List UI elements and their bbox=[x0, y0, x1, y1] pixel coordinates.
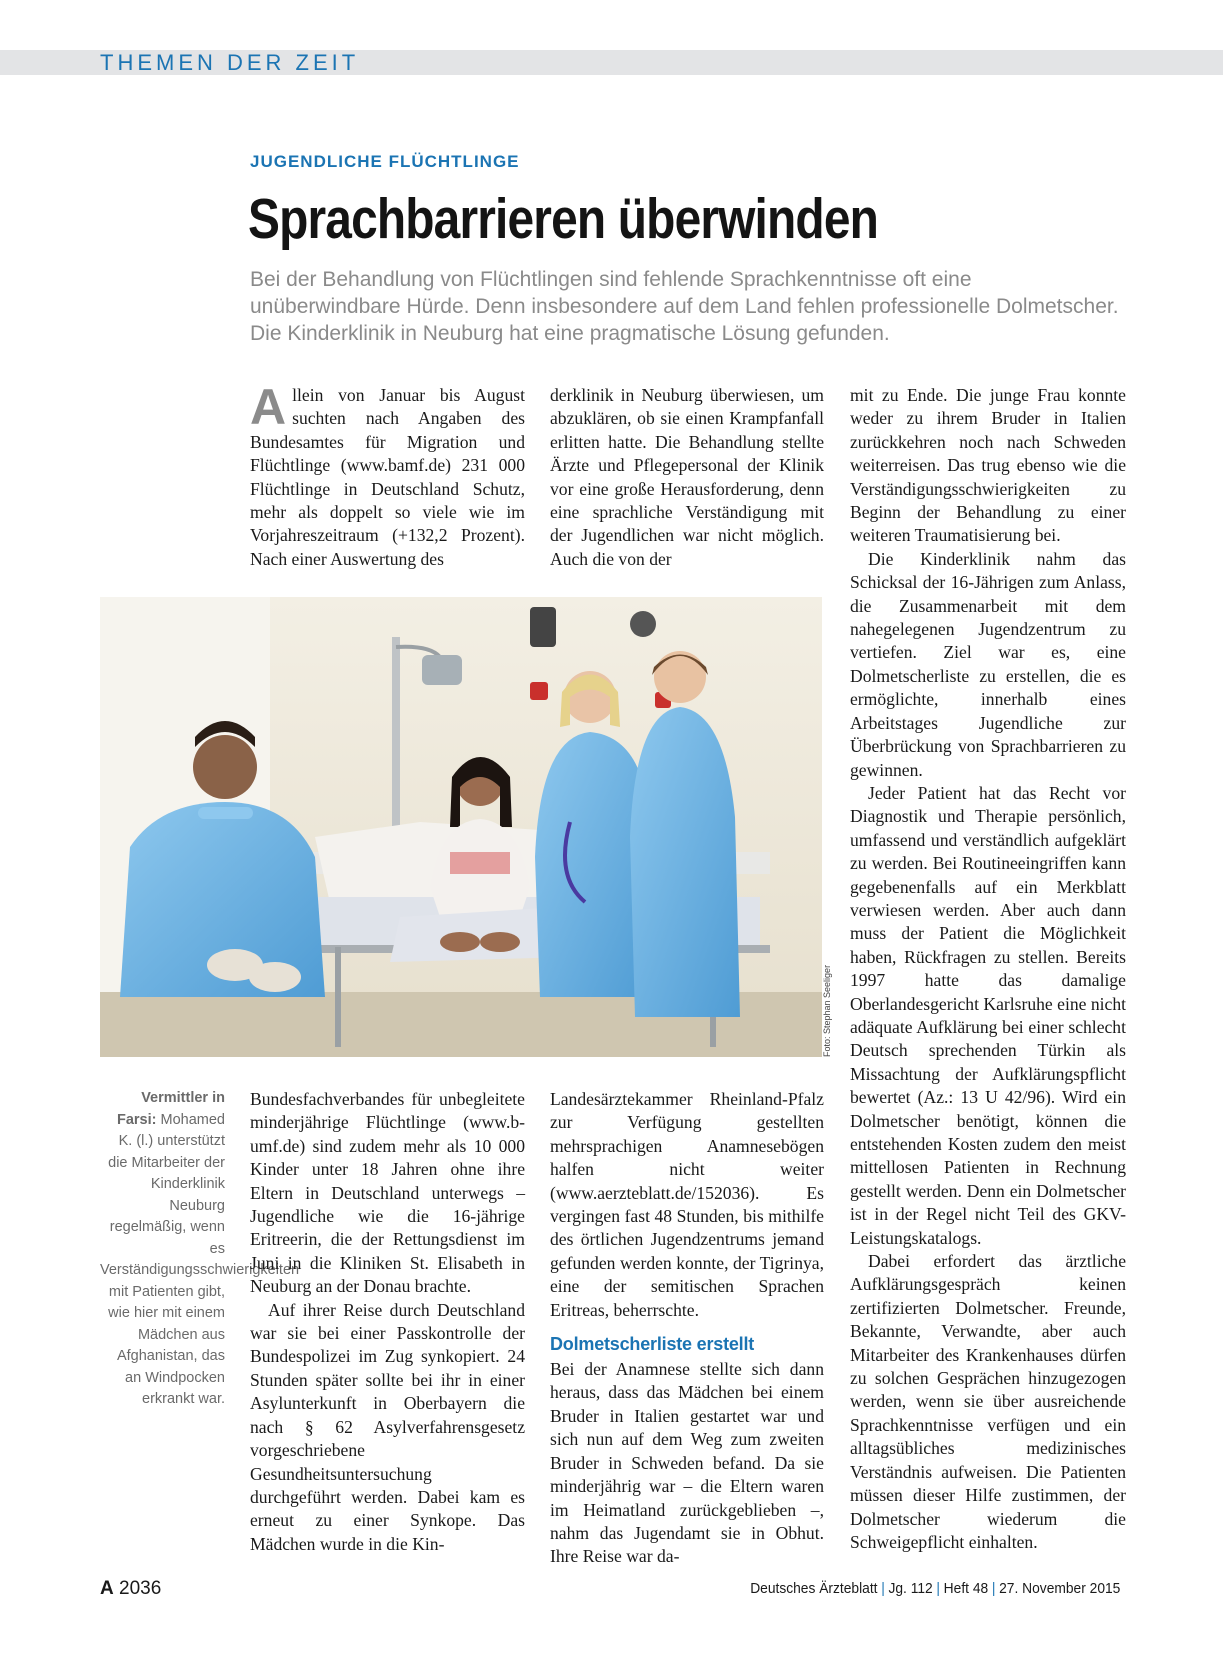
caption-bold: Vermittler in Farsi: bbox=[116, 1090, 225, 1128]
paragraph: mit zu Ende. Die junge Frau konnte weder zu ihrem Bruder in Italien zurückkehren noch nach Schweden weiterreisen. Das trug ebenso wie die Verständigungsschwierigkeiten zu Beginn der Behandlung zu einer weiteren Traumatisierung bei. bbox=[850, 385, 1126, 546]
subheading: Dolmetscherliste erstellt bbox=[550, 1334, 755, 1355]
journal-volume: Jg. 112 bbox=[888, 1580, 933, 1597]
drop-cap: A bbox=[250, 379, 287, 435]
article-title: Sprachbarrieren überwinden bbox=[248, 187, 879, 251]
paragraph: Bei der Anamnese stellte sich dann heraus, dass das Mädchen bei einem Bruder in Italien gestartet war und sich nun auf dem Weg zum zweiten Bruder in Schweden befand. Da sie minderjährig war – die Eltern waren im Heimatland zurückgeblieben –, nahm das Jugendamt sie in Obhut. Ihre Reise war da- bbox=[550, 1359, 824, 1567]
hospital-room-illustration bbox=[100, 597, 822, 1057]
column-2-bottom bbox=[550, 1088, 824, 1569]
page-number-value: 2036 bbox=[119, 1578, 162, 1599]
separator: | bbox=[991, 1580, 996, 1597]
paragraph: Bundesfachverbandes für unbegleitete minderjährige Flüchtlinge (www.b-umf.de) sind zudem mehr als 10 000 Kinder unter 18 Jahren ohne ihre Eltern in Deutschland unterwegs – Jugendliche wie die 16-jährige Eritreerin, die der Rettungsdienst im Juni in die Kliniken St. Elisabeth in Neuburg an der Donau brachte. bbox=[250, 1089, 525, 1297]
article-lead: Bei der Behandlung von Flüchtlingen sind fehlende Sprachkenntnisse oft eine unüberwindbare Hürde. Denn insbesondere auf dem Land fehlen professionelle Dolmetscher. Die Kinderklinik in Neuburg hat eine pragmatische Lösung gefunden. bbox=[250, 268, 1119, 345]
column-3 bbox=[850, 384, 1126, 1554]
paragraph: derklinik in Neuburg überwiesen, um abzuklären, ob sie einen Krampfanfall erlitten hatte. Die Behandlung stellte Ärzte und Pflegepersonal der Klinik vor eine große Herausforderung, denn eine sprachliche Verständigung mit der Jugendlichen war nicht möglich. Auch die von der bbox=[550, 385, 824, 569]
paragraph: Die Kinderklinik nahm das Schicksal der 16-Jährigen zum Anlass, die Zusammenarbeit mit dem nahegelegenen Jugendzentrum zu vertiefen. Ziel war es, eine Dolmetscherliste zu erstellen, die es ermöglichte, innerhalb eines Arbeitstages Jugendliche zur Überbrückung von Sprachbarrieren zu gewinnen. bbox=[850, 548, 1126, 780]
photo-credit-text: Foto: Stephan Seeliger bbox=[822, 964, 832, 1057]
journal-info bbox=[750, 1580, 1120, 1597]
separator: | bbox=[880, 1580, 885, 1597]
photo-credit bbox=[822, 940, 836, 1057]
caption-text: Mohamed K. (l.) unterstützt die Mitarbeiter der Kinderklinik Neuburg regelmäßig, wenn es Verständigungsschwierigkeiten mit Patienten gibt, wie hier mit einem Mädchen aus Afghanistan, das an Windpocken erkrankt war. bbox=[100, 1111, 300, 1407]
column-1-bottom bbox=[250, 1088, 525, 1556]
journal-name: Deutsches Ärzteblatt bbox=[749, 1580, 878, 1597]
column-2-top bbox=[550, 384, 824, 571]
page-number bbox=[100, 1578, 161, 1600]
paragraph: Landesärztekammer Rheinland-Pfalz zur Verfügung gestellten mehrsprachigen Anamnesebögen halfen nicht weiter (www.aerzteblatt.de/152036). Es vergingen fast 48 Stunden, bis mithilfe des örtlichen Jugendzentrums jemand gefunden werden konnte, der Tigrinya, eine der semitischen Sprachen Eritreas, beherrschte. bbox=[550, 1089, 824, 1320]
separator: | bbox=[936, 1580, 940, 1597]
paragraph: Auf ihrer Reise durch Deutschland war sie bei einer Passkontrolle der Bundespolizei im Zug synkopiert. 24 Stunden später sollte bei ihr in einer Asylunterkunft in Oberbayern die nach § 62 Asylverfahrensgesetz vorgeschriebene Gesundheitsuntersuchung durchgeführt werden. Dabei kam es erneut zu einer Synkope. Das Mädchen wurde in die Kin- bbox=[250, 1299, 525, 1554]
journal-date: 27. November 2015 bbox=[998, 1580, 1120, 1597]
article-kicker: JUGENDLICHE FLÜCHTLINGE bbox=[250, 152, 520, 171]
journal-issue: Heft 48 bbox=[943, 1580, 988, 1597]
paragraph bbox=[250, 379, 525, 571]
column-1-top bbox=[250, 379, 525, 571]
paragraph: Dabei erfordert das ärztliche Aufklärungsgespräch keinen zertifizierten Dolmetscher. Freunde, Bekannte, Verwandte, aber auch Mitarbeiter des Krankenhauses dürfen zu solchen Gesprächen hinzugezogen werden, wenn sie über ausreichende Sprachkenntnisse verfügen und ein alltagsübliches medizinisches Verständnis aufweisen. Die Patienten müssen dieser Hilfe zustimmen, der Dolmetscher wiederum die Schweigepflicht einhalten. bbox=[850, 1251, 1126, 1552]
paragraph-text: llein von Januar bis August suchten nach Angaben des Bundesamtes für Migration und Flüchtlinge (www.bamf.de) 231 000 Flüchtlinge in Deutschland Schutz, mehr als doppelt so viele wie im Vorjahreszeitraum (+132,2 Prozent). Nach einer Auswertung des bbox=[250, 385, 525, 569]
section-label: THEMEN DER ZEIT bbox=[100, 50, 360, 75]
paragraph: Jeder Patient hat das Recht vor Diagnostik und Therapie persönlich, umfassend und verständlich aufgeklärt zu werden. Bei Routineeingriffen kann gegebenenfalls auf ein Merkblatt verwiesen werden. Aber auch dann muss der Patient die Möglichkeit haben, Rückfragen zu stellen. Bereits 1997 hatte das damalige Oberlandesgericht Karlsruhe eine nicht adäquate Aufklärung bei einer schlecht Deutsch sprechenden Türkin als Missachtung der Aufklärungspflicht bewertet (Az.: 13 U 42/96). Wird ein Dolmetscher benötigt, können die entstehenden Kosten zudem den meist mittellosen Patienten in Rechnung gestellt werden. Denn ein Dolmetscher ist in der Regel nicht Teil des GKV-Leistungskatalogs. bbox=[850, 782, 1127, 1248]
page-prefix: A bbox=[100, 1578, 114, 1599]
article-photo bbox=[100, 597, 822, 1057]
photo-caption bbox=[100, 1088, 300, 1411]
